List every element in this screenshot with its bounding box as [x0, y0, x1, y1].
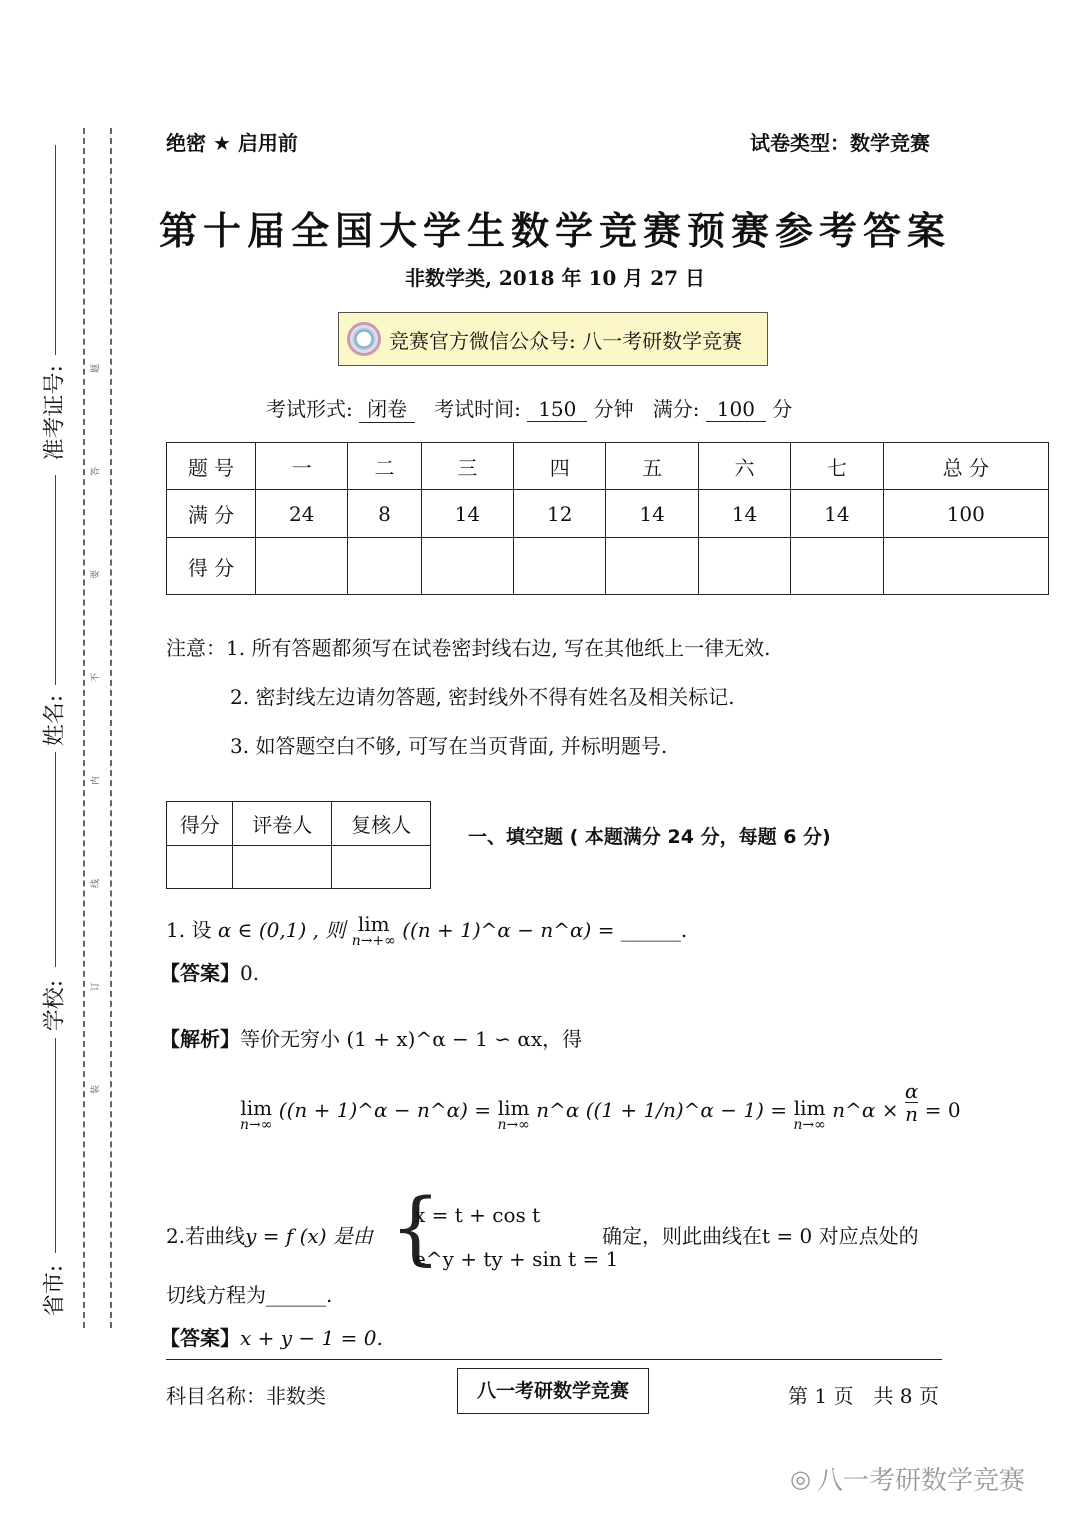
table-cell: 三 — [421, 443, 513, 490]
grader-table — [166, 801, 431, 889]
score-table — [166, 442, 1049, 595]
score-input-cell[interactable] — [514, 538, 606, 595]
reviewer-cell[interactable] — [332, 846, 431, 889]
banner-text: 竞赛官方微信公众号: 八一考研数学竞赛 — [389, 328, 743, 353]
section-heading: 一、填空题 ( 本题满分 24 分，每题 6 分) — [468, 826, 831, 848]
school-seal-logo-icon — [347, 322, 381, 356]
q1-blank: ______. — [620, 918, 688, 942]
time-unit: 分钟 — [593, 397, 634, 421]
score-input-cell[interactable] — [606, 538, 698, 595]
answer-label: 【答案】 — [160, 1326, 240, 1350]
table-cell: 14 — [421, 490, 513, 538]
eq-part: ((n + 1)^α − n^α) = — [278, 1098, 492, 1122]
table-cell: 四 — [514, 443, 606, 490]
form-value: 闭卷 — [359, 393, 415, 423]
table-cell: 14 — [606, 490, 698, 538]
answer-value: x + y − 1 = 0. — [240, 1326, 383, 1350]
score-input-cell[interactable] — [348, 538, 421, 595]
system-line-2: e^y + ty + sin t = 1 — [414, 1247, 619, 1271]
score-label: 满分: — [652, 397, 700, 421]
q2-func: y = f (x) 是由 — [245, 1224, 373, 1248]
table-row — [167, 443, 1049, 490]
answer-label: 【答案】 — [160, 961, 240, 985]
watermark-text: 八一考研数学竞赛 — [816, 1466, 1025, 1496]
score-input-cell[interactable] — [883, 538, 1048, 595]
table-cell: 8 — [348, 490, 421, 538]
note-1: 注意：1. 所有答题都须写在试卷密封线右边, 写在其他纸上一律无效. — [166, 636, 771, 660]
row-label-cell: 满 分 — [167, 490, 256, 538]
table-row — [167, 846, 431, 889]
seal-char: 内 — [91, 775, 102, 786]
table-row — [167, 802, 431, 846]
q1-condition: α ∈ (0,1) , 则 — [217, 918, 346, 942]
q1-prefix: 1. 设 — [166, 918, 212, 942]
table-cell: 五 — [606, 443, 698, 490]
row-label-cell: 得 分 — [167, 538, 256, 595]
table-cell: 14 — [791, 490, 883, 538]
answer-1 — [160, 957, 259, 986]
school-label: 学校: — [42, 979, 68, 1032]
q2-line-b: 切线方程为______. — [166, 1283, 333, 1307]
table-cell: 24 — [256, 490, 348, 538]
frac-num: α — [904, 1079, 919, 1103]
lim-sub: n→+∞ — [351, 933, 396, 949]
watermark — [790, 1460, 1025, 1497]
footer-subject: 科目名称：非数类 — [166, 1384, 326, 1408]
score-input-cell[interactable] — [421, 538, 513, 595]
wechat-icon: ◎ — [790, 1464, 811, 1493]
answer-2 — [160, 1322, 383, 1351]
note-2: 2. 密封线左边请勿答题, 密封线外不得有姓名及相关标记. — [230, 685, 735, 709]
time-value: 150 — [527, 397, 587, 422]
solution-1 — [160, 1023, 582, 1052]
eq-part: n^α × — [832, 1098, 899, 1122]
footer-brand: 八一考研数学竞赛 — [457, 1368, 649, 1414]
header-cell: 评卷人 — [233, 802, 332, 846]
note-3: 3. 如答题空白不够, 可写在当页背面, 并标明题号. — [230, 734, 668, 758]
table-cell: 一 — [256, 443, 348, 490]
solution-equation: lim n→∞ ((n + 1)^α − n^α) = lim n→∞ n^α ((1 + 1/n)^α − 1) = lim n→∞ n^α × $\frac{\alpha}{n}$ = 0 — [240, 1079, 961, 1133]
subtitle: 非数学类, 2018 年 10 月 27 日 — [404, 266, 706, 290]
score-value: 100 — [706, 397, 766, 422]
score-input-cell[interactable] — [791, 538, 883, 595]
time-label: 考试时间: — [434, 397, 521, 421]
header-cell: 得分 — [167, 802, 233, 846]
seal-char: 线 — [91, 878, 102, 889]
score-unit: 分 — [772, 397, 793, 421]
eq-part: n^α ((1 + 1/n)^α − 1) = — [536, 1098, 788, 1122]
answer-value: 0. — [240, 961, 260, 985]
wechat-banner — [338, 312, 768, 366]
seal-rule — [55, 1038, 56, 1253]
brace: { — [390, 1181, 441, 1274]
page-number: 第 1 页 共 8 页 — [788, 1384, 939, 1408]
table-cell: 总 分 — [883, 443, 1048, 490]
question-2-intro — [166, 1220, 373, 1249]
q1-expression: ((n + 1)^α − n^α) = — [402, 918, 615, 942]
table-cell: 12 — [514, 490, 606, 538]
seal-dashed-line — [110, 128, 112, 1328]
solution-label: 【解析】 — [160, 1027, 240, 1051]
row-label-cell: 题 号 — [167, 443, 256, 490]
system-line-1: x = t + cos t — [414, 1203, 541, 1227]
frac-den: n — [905, 1102, 919, 1126]
score-input-cell[interactable] — [256, 538, 348, 595]
footer-rule — [166, 1359, 942, 1360]
table-cell: 六 — [698, 443, 790, 490]
q2-prefix: 2.若曲线 — [166, 1224, 246, 1248]
seal-char: 不 — [91, 672, 102, 683]
lim-sub: n→∞ — [793, 1117, 826, 1133]
q2-suffix: 确定，则此曲线在t = 0 对应点处的 — [602, 1224, 919, 1248]
header-cell: 复核人 — [332, 802, 431, 846]
lim-sub: n→∞ — [240, 1117, 273, 1133]
score-input-cell[interactable] — [698, 538, 790, 595]
grader-cell[interactable] — [233, 846, 332, 889]
score-cell[interactable] — [167, 846, 233, 889]
exam-info — [266, 393, 792, 423]
table-row — [167, 490, 1049, 538]
question-1 — [166, 914, 687, 948]
province-label: 省市: — [42, 1264, 68, 1317]
lim-sub: n→∞ — [497, 1117, 530, 1133]
seal-dashed-line — [83, 128, 85, 1328]
solution-text: 等价无穷小 (1 + x)^α − 1 ∽ αx，得 — [240, 1027, 583, 1051]
seal-rule — [55, 752, 56, 967]
lim: lim — [357, 912, 390, 936]
exam-id-label: 准考证号: — [42, 365, 68, 461]
form-label: 考试形式: — [266, 397, 353, 421]
table-cell: 100 — [883, 490, 1048, 538]
name-label: 姓名: — [42, 694, 68, 747]
seal-char: 订 — [91, 981, 102, 992]
seal-char: 要 — [91, 569, 102, 580]
seal-char: 题 — [91, 363, 102, 374]
paper-type: 试卷类型：数学竞赛 — [750, 131, 930, 155]
page-title: 第十届全国大学生数学竞赛预赛参考答案 — [158, 208, 951, 253]
seal-char: 答 — [91, 466, 102, 477]
seal-rule — [55, 475, 56, 685]
table-cell: 二 — [348, 443, 421, 490]
seal-char: 装 — [91, 1084, 102, 1095]
table-cell: 七 — [791, 443, 883, 490]
table-row — [167, 538, 1049, 595]
table-cell: 14 — [698, 490, 790, 538]
secret-label: 绝密 ★ 启用前 — [166, 131, 298, 155]
eq-part: = 0 — [924, 1098, 961, 1122]
